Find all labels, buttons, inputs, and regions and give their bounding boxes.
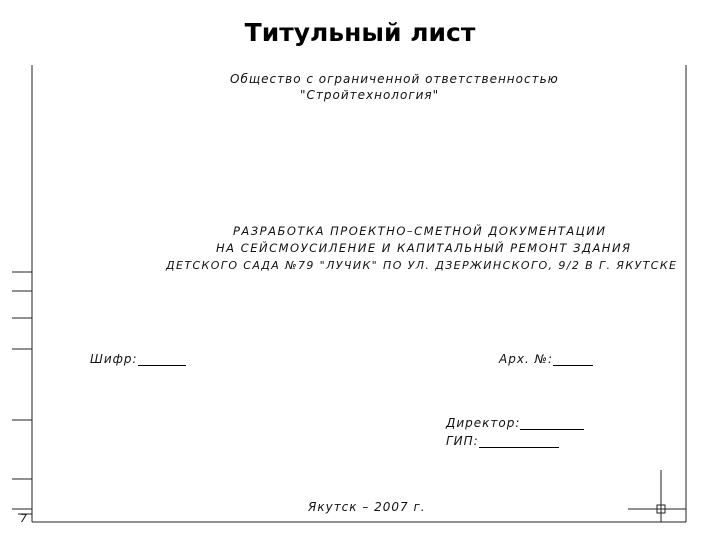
organization-name: Общество с ограниченной ответственностью bbox=[230, 72, 559, 86]
project-title-line-2: НА СЕЙСМОУСИЛЕНИЕ И КАПИТАЛЬНЫЙ РЕМОНТ ЗДАНИЯ bbox=[216, 241, 632, 255]
director-field bbox=[446, 416, 584, 430]
gip-label: ГИП: bbox=[446, 434, 479, 448]
project-title-line-1: РАЗРАБОТКА ПРОЕКТНО–СМЕТНОЙ ДОКУМЕНТАЦИИ bbox=[233, 224, 607, 238]
archive-label: Арх. №: bbox=[499, 352, 554, 366]
slide-title: Титульный лист bbox=[244, 18, 476, 47]
director-label: Директор: bbox=[446, 416, 521, 430]
project-title-line-3: ДЕТСКОГО САДА №79 "ЛУЧИК" ПО УЛ. ДЗЕРЖИНСКОГО, 9/2 В Г. ЯКУТСКЕ bbox=[166, 259, 678, 272]
cipher-blank-line bbox=[138, 353, 186, 366]
margin-mark: 7 bbox=[20, 512, 28, 525]
cipher-field bbox=[90, 352, 186, 366]
archive-blank-line bbox=[553, 353, 593, 366]
footer-city-year: Якутск – 2007 г. bbox=[308, 500, 426, 514]
gip-field bbox=[446, 434, 559, 448]
organization-company: "Стройтехнология" bbox=[300, 88, 440, 102]
archive-field bbox=[499, 352, 593, 366]
gip-blank-line bbox=[479, 435, 559, 448]
director-blank-line bbox=[520, 417, 584, 430]
cipher-label: Шифр: bbox=[90, 352, 138, 366]
